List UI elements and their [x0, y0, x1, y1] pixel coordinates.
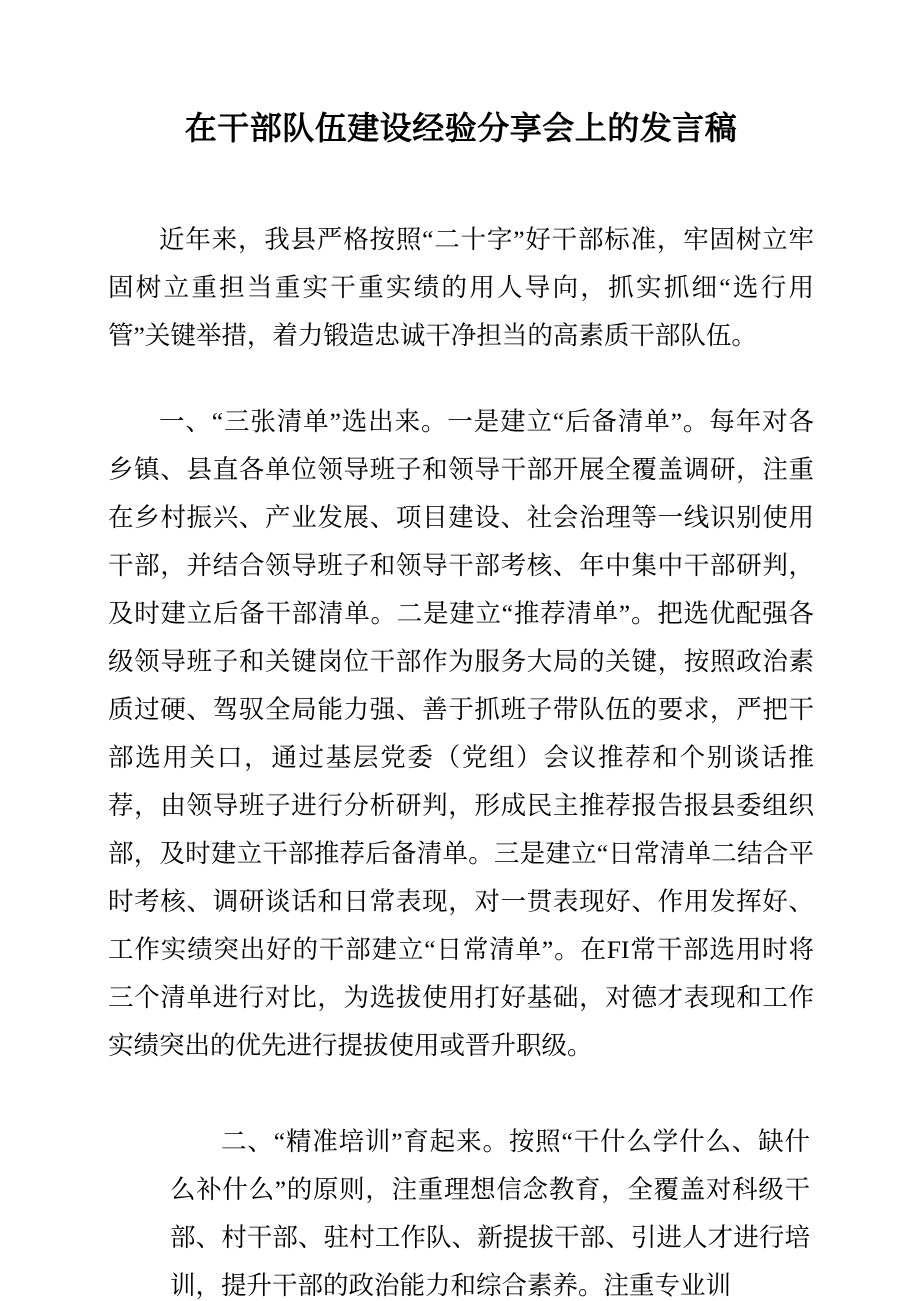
paragraph-3: 二、“精准培训”育起来。按照“干什么学什么、缺什么补什么”的原则，注重理想信念教育，全覆盖对科级干部、村干部、驻村工作队、新提拔干部、引进人才进行培训，提升干部的政治能力和综合素养。注重专业训 [170, 1126, 810, 1300]
page-title: 在干部队伍建设经验分享会上的发言稿 [184, 110, 738, 146]
document-body [108, 0, 814, 1301]
paragraph-1: 近年来，我县严格按照“二十字”好干部标准，牢固树立牢固树立重担当重实干重实绩的用人导向，抓实抓细“选行用管”关键举措，着力锻造忠诚干净担当的高素质干部队伍。 [108, 224, 814, 350]
paragraph-2: 一、“三张清单”选出来。一是建立“后备清单”。每年对各乡镇、县直各单位领导班子和领导干部开展全覆盖调研，注重在乡村振兴、产业发展、项目建设、社会治理等一线识别使用干部，并结合领导班子和领导干部考核、年中集中干部研判，及时建立后备干部清单。二是建立“推荐清单”。把选优配强各级领导班子和关键岗位干部作为服务大局的关键，按照政治素质过硬、驾驭全局能力强、善于抓班子带队伍的要求，严把干部选用关口，通过基层党委（党组）会议推荐和个别谈话推荐，由领导班子进行分析研判，形成民主推荐报告报县委组织部，及时建立干部推荐后备清单。三是建立“日常清单二结合平时考核、调研谈话和日常表现，对一贯表现好、作用发挥好、工作实绩突出好的干部建立“日常清单”。在FI常干部选用时将三个清单进行对比，为选拔使用打好基础，对德才表现和工作实绩突出的优先进行提拔使用或晋升职级。 [108, 406, 814, 1060]
